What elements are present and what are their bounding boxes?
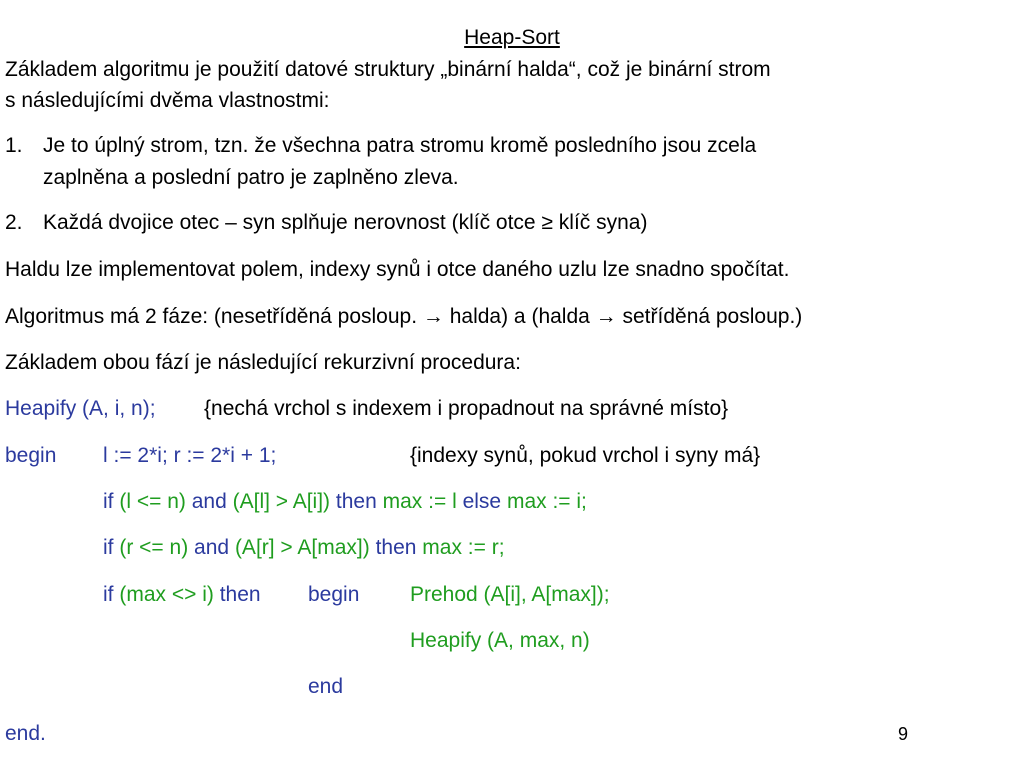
list-item-2-number: 2.	[5, 211, 23, 234]
code-condition: (A[r] > A[max])	[234, 536, 370, 559]
code-begin-keyword: begin	[5, 444, 57, 467]
code-heapify-recursive-call: Heapify (A, max, n)	[410, 629, 590, 652]
intro-line-2: s následujícími dvěma vlastnostmi:	[5, 89, 330, 112]
code-condition: (A[l] > A[i])	[232, 490, 331, 513]
code-if-keyword: if	[103, 583, 114, 606]
code-and-keyword: and	[194, 536, 230, 559]
code-condition: (l <= n)	[119, 490, 186, 513]
intro-line-1: Základem algoritmu je použití datové struktury „binární halda“, což je binární strom	[5, 58, 771, 81]
code-line-if-2	[103, 537, 505, 558]
code-inner-end-keyword: end	[308, 675, 344, 698]
code-condition: (r <= n)	[119, 536, 189, 559]
page-number: 9	[898, 724, 909, 744]
paragraph-procedure-intro: Základem obou fází je následující rekurzivní procedura:	[5, 351, 521, 374]
code-then-keyword: then	[335, 490, 377, 513]
code-assignment-comment: {indexy synů, pokud vrchol i syny má}	[410, 444, 761, 467]
code-then-keyword: then	[219, 583, 261, 606]
list-item-1-line-2: zaplněna a poslední patro je zaplněno zleva.	[43, 166, 459, 189]
code-then-keyword: then	[375, 536, 417, 559]
slide-title: Heap-Sort	[464, 26, 560, 49]
code-if-keyword: if	[103, 536, 114, 559]
paragraph-implementation: Haldu lze implementovat polem, indexy synů i otce daného uzlu lze snadno spočítat.	[5, 258, 790, 281]
list-item-2-line-1: Každá dvojice otec – syn splňuje nerovnost (klíč otce ≥ klíč syna)	[43, 211, 648, 234]
code-condition: (max <> i)	[119, 583, 214, 606]
paragraph-phases: Algoritmus má 2 fáze: (nesetříděná posloup. → halda) a (halda → setříděná posloup.)	[5, 305, 803, 328]
code-procedure-signature: Heapify (A, i, n);	[5, 397, 156, 420]
code-statement: max := i;	[506, 490, 587, 513]
code-procedure-comment: {nechá vrchol s indexem i propadnout na správné místo}	[204, 397, 729, 420]
code-else-keyword: else	[462, 490, 502, 513]
code-and-keyword: and	[191, 490, 227, 513]
code-prehod-call: Prehod (A[i], A[max]);	[410, 583, 610, 606]
code-assignment: l := 2*i; r := 2*i + 1;	[103, 444, 277, 467]
code-inner-begin-keyword: begin	[308, 583, 360, 606]
code-if-keyword: if	[103, 490, 114, 513]
list-item-1-line-1: Je to úplný strom, tzn. že všechna patra stromu kromě posledního jsou zcela	[43, 134, 757, 157]
code-line-if-1	[103, 491, 587, 512]
code-outer-end-keyword: end.	[5, 722, 46, 745]
code-statement: max := r;	[422, 536, 505, 559]
code-statement: max := l	[382, 490, 457, 513]
code-line-if-3	[103, 584, 261, 605]
list-item-1-number: 1.	[5, 134, 23, 157]
